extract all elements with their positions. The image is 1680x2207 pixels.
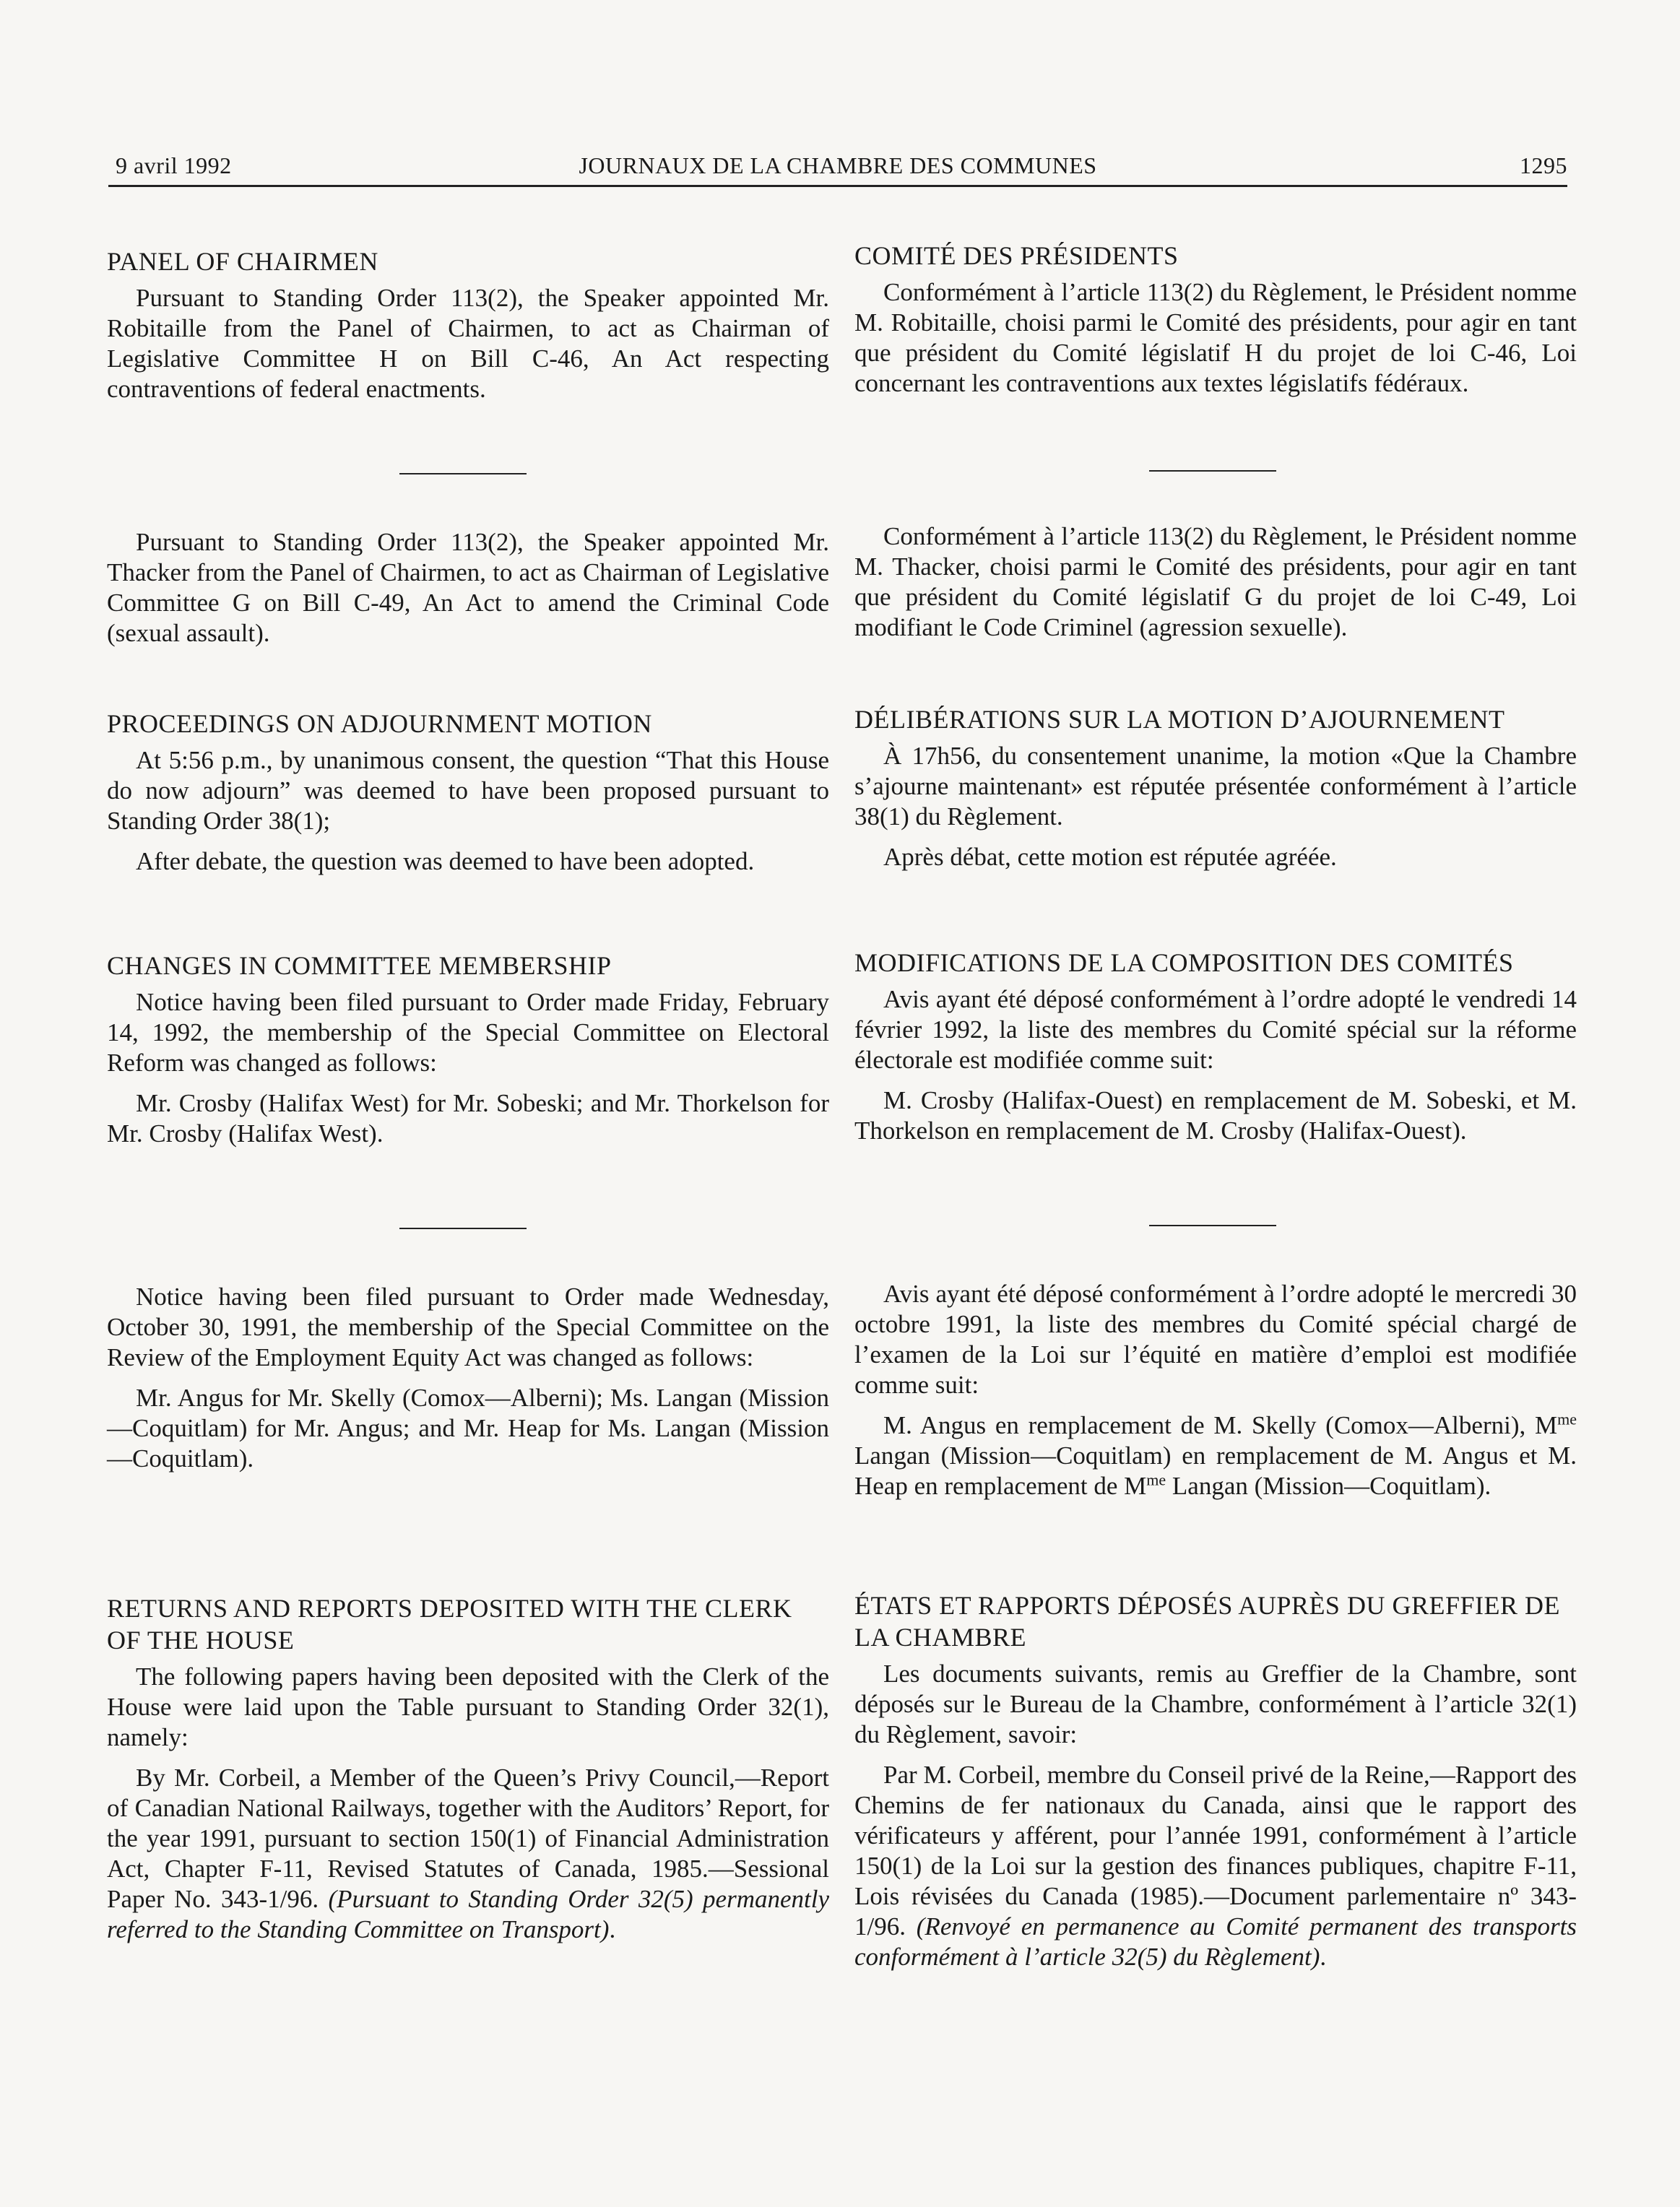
paragraph: À 17h56, du consentement unanime, la motion «Que la Chambre s’ajourne maintenant» est réputée présentée conformément à l’article 38(1) du Règlement. [854,742,1577,831]
paragraph [854,1410,1577,1501]
header-page-number: 1295 [1520,152,1567,178]
paragraph: At 5:56 p.m., by unanimous consent, the question “That this House do now adjourn” was deemed to have been proposed pursuant to Standing Order 38(1); [107,746,829,835]
paragraph [107,1763,829,1945]
paragraph-italic: (Renvoyé en permanence au Comité permanent des transports conformément à l’article 32(5) du Règlement) [854,1912,1577,1971]
section-divider [1149,470,1276,472]
superscript: me [1557,1410,1577,1428]
section-etats-rapports [854,1590,1577,1982]
section-comite-presidents-cont [854,521,1577,653]
superscript: me [1146,1470,1166,1489]
section-panel-of-chairmen-cont [107,527,829,659]
paragraph: Pursuant to Standing Order 113(2), the Speaker appointed Mr. Thacker from the Panel of Chairmen, to act as Chairman of Legislative Committee G on Bill C-49, An Act to amend the Criminal Code (sexual assault). [107,528,829,647]
section-adjournment [107,708,829,887]
section-committee-membership [107,950,829,1159]
section-heading: DÉLIBÉRATIONS SUR LA MOTION D’AJOURNEMENT [854,705,1505,734]
paragraph: Mr. Angus for Mr. Skelly (Comox—Alberni); Ms. Langan (Mission—Coquitlam) for Mr. Angus; and Mr. Heap for Ms. Langan (Mission—Coquitlam). [107,1384,829,1473]
header-date: 9 avril 1992 [116,152,232,178]
section-divider [399,1228,527,1229]
paragraph: Conformément à l’article 113(2) du Règlement, le Président nomme M. Robitaille, choisi parmi le Comité des présidents, pour agir en tant que président du Comité législatif H du projet de loi C-46, Loi concernant les contraventions aux textes législatifs fédéraux. [854,278,1577,397]
section-modifications-composition [854,947,1577,1156]
paragraph [854,1760,1577,1972]
paragraph: Notice having been filed pursuant to Order made Wednesday, October 30, 1991, the membership of the Special Committee on the Review of the Employment Equity Act was changed as follows: [107,1283,829,1371]
paragraph: M. Crosby (Halifax-Ouest) en remplacement de M. Sobeski, et M. Thorkelson en remplacement de M. Crosby (Halifax-Ouest). [854,1086,1577,1145]
paragraph: Les documents suivants, remis au Greffier de la Chambre, sont déposés sur le Bureau de la Chambre, conformément à l’article 32(1) du Règlement, savoir: [854,1660,1577,1748]
section-heading: PROCEEDINGS ON ADJOURNMENT MOTION [107,709,652,738]
section-heading: MODIFICATIONS DE LA COMPOSITION DES COMITÉS [854,948,1514,977]
paragraph: The following papers having been deposited with the Clerk of the House were laid upon the Table pursuant to Standing Order 32(1), namely: [107,1662,829,1751]
paragraph: Avis ayant été déposé conformément à l’ordre adopté le mercredi 30 octobre 1991, la liste des membres du Comité spécial chargé de l’examen de la Loi sur l’équité en matière d’emploi est modifiée comme suit: [854,1280,1577,1399]
section-modifications-composition-cont [854,1279,1577,1512]
paragraph-end: . [609,1915,616,1943]
section-committee-membership-cont [107,1282,829,1484]
paragraph-text: By Mr. Corbeil, a Member of the Queen’s Privy Council,—Report of Canadian National Railways, together with the Auditors’ Report, for the year 1991, pursuant to section 150(1) of Financial Administration Act, Chapter F-11, Revised Statutes of Canada, 1985.—Sessional Paper No. 343-1/96. [107,1764,829,1913]
section-heading: COMITÉ DES PRÉSIDENTS [854,241,1179,270]
section-divider [1149,1225,1276,1226]
paragraph-text: Langan (Mission—Coquitlam) en remplacement de M. Angus et M. Heap en remplacement de M [854,1441,1577,1500]
section-heading: RETURNS AND REPORTS DEPOSITED WITH THE CLERK OF THE HOUSE [107,1594,792,1655]
paragraph: Conformément à l’article 113(2) du Règlement, le Président nomme M. Thacker, choisi parmi le Comité des présidents, pour agir en tant que président du Comité législatif G du projet de loi C-49, Loi modifiant le Code Criminel (agression sexuelle). [854,522,1577,641]
paragraph: Avis ayant été déposé conformément à l’ordre adopté le vendredi 14 février 1992, la liste des membres du Comité spécial sur la réforme électorale est modifiée comme suit: [854,985,1577,1074]
section-comite-presidents [854,240,1577,409]
section-heading: ÉTATS ET RAPPORTS DÉPOSÉS AUPRÈS DU GREFFIER DE LA CHAMBRE [854,1591,1560,1652]
paragraph: Mr. Crosby (Halifax West) for Mr. Sobeski; and Mr. Thorkelson for Mr. Crosby (Halifax West). [107,1089,829,1148]
paragraph-text: M. Angus en remplacement de M. Skelly (Comox—Alberni), M [883,1411,1558,1439]
paragraph-italic: (Pursuant to Standing Order 32(5) permanently referred to the Standing Committee on Transport) [107,1885,829,1943]
paragraph: After debate, the question was deemed to have been adopted. [136,847,755,875]
page-header [108,144,1567,187]
section-divider [399,473,527,474]
paragraph: Après débat, cette motion est réputée agréée. [883,843,1337,871]
header-title: JOURNAUX DE LA CHAMBRE DES COMMUNES [579,152,1097,178]
paragraph: Notice having been filed pursuant to Order made Friday, February 14, 1992, the membership of the Special Committee on Electoral Reform was changed as follows: [107,988,829,1077]
section-panel-of-chairmen [107,246,829,415]
paragraph: Pursuant to Standing Order 113(2), the Speaker appointed Mr. Robitaille from the Panel of Chairmen, to act as Chairman of Legislative Committee H on Bill C-46, An Act respecting contraventions of federal enactments. [107,284,829,403]
section-heading: CHANGES IN COMMITTEE MEMBERSHIP [107,951,612,980]
paragraph-text: Langan (Mission—Coquitlam). [1166,1472,1491,1500]
section-returns-reports [107,1592,829,1955]
section-heading: PANEL OF CHAIRMEN [107,247,378,276]
paragraph-text: Par M. Corbeil, membre du Conseil privé de la Reine,—Rapport des Chemins de fer nationaux du Canada, ainsi que le rapport des vérificateurs y afférent, pour l’année 1991, conformément à l’article 150(1) de la Loi sur la gestion des finances publiques, chapitre F-11, Lois révisées du Canada (1985).—Document parlementaire nº 343-1/96. [854,1761,1577,1941]
paragraph-end: . [1320,1943,1327,1971]
section-deliberations-ajournement [854,703,1577,883]
